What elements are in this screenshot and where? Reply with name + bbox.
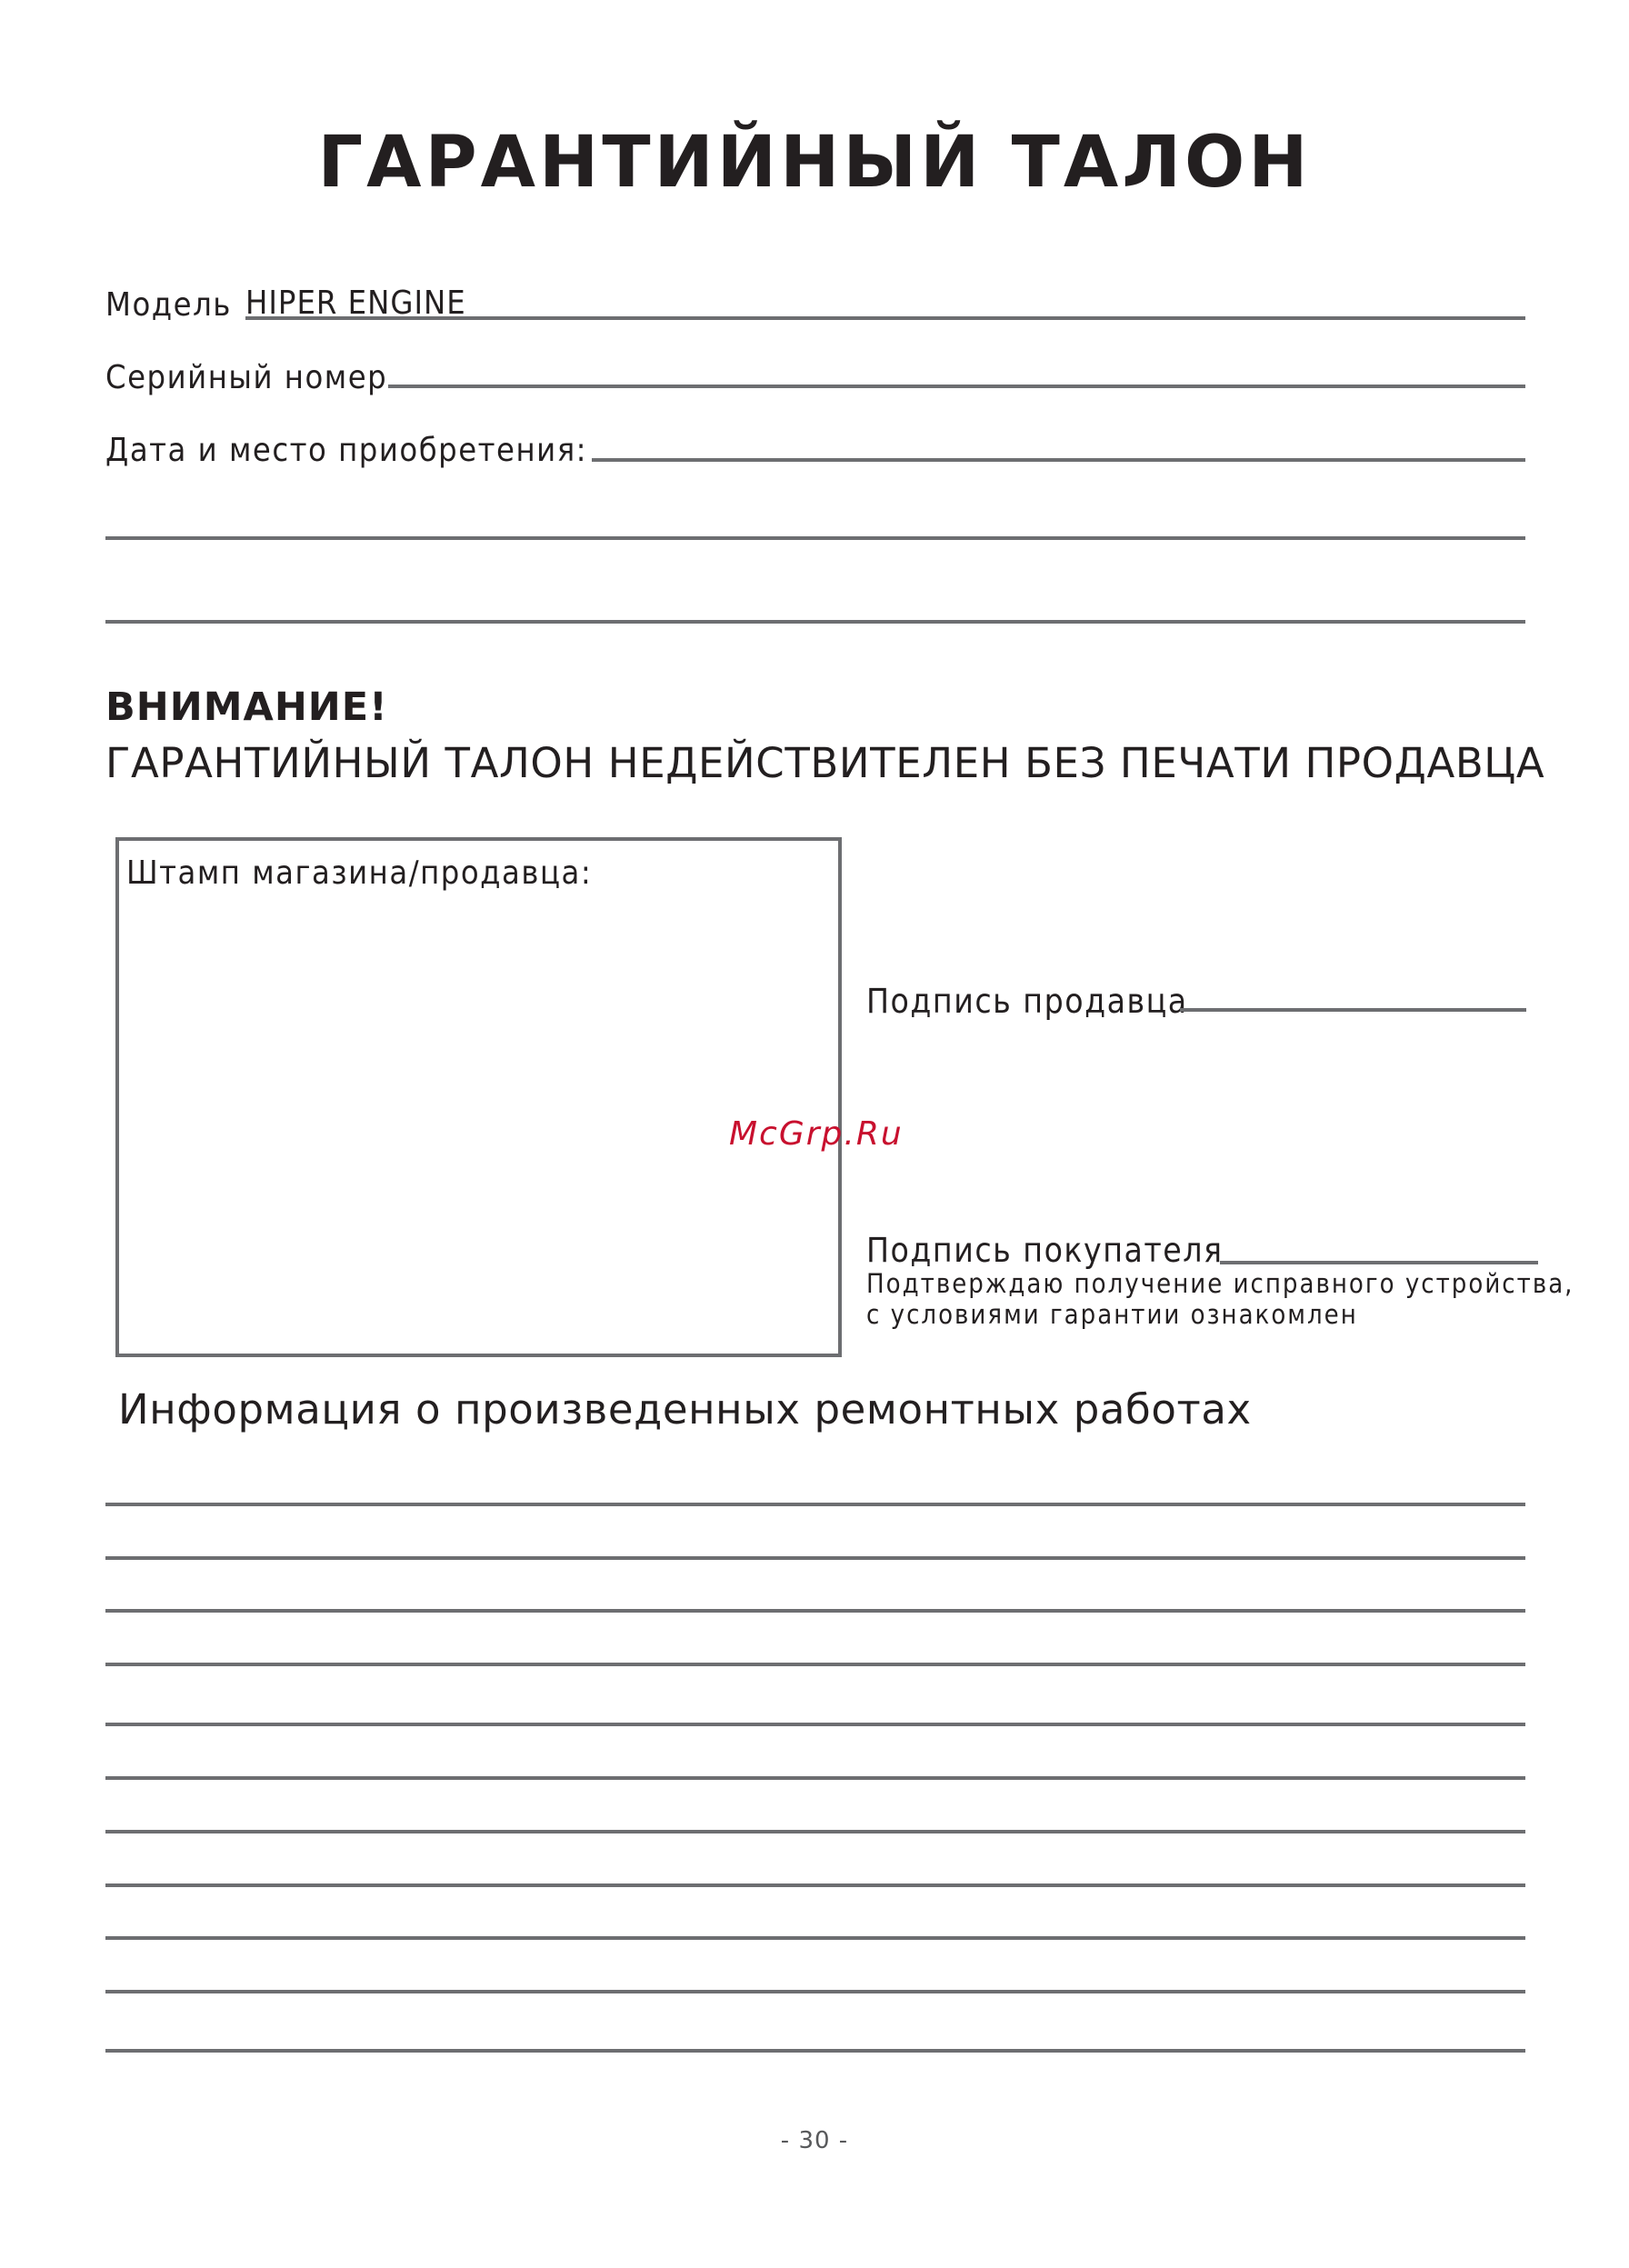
purchase-date-place-label: Дата и место приобретения: (105, 432, 588, 469)
repair-line-4[interactable] (105, 1663, 1525, 1666)
purchase-fill-line-2[interactable] (105, 536, 1525, 540)
seller-signature-line[interactable] (1180, 1008, 1526, 1012)
model-value: HIPER ENGINE (245, 285, 466, 322)
page-title: ГАРАНТИЙНЫЙ ТАЛОН (317, 122, 1312, 204)
repair-line-1[interactable] (105, 1503, 1525, 1506)
buyer-signature-line[interactable] (1220, 1261, 1538, 1264)
repair-line-2[interactable] (105, 1556, 1525, 1560)
stamp-box (115, 837, 842, 1357)
watermark: McGrp.Ru (729, 1115, 904, 1153)
repair-line-8[interactable] (105, 1883, 1525, 1887)
repair-info-title: Информация о произведенных ремонтных работах (118, 1385, 1252, 1434)
page-number: - 30 - (780, 2127, 849, 2154)
repair-line-6[interactable] (105, 1776, 1525, 1780)
repair-line-10[interactable] (105, 1990, 1525, 1993)
attention-heading: ВНИМАНИЕ! (105, 684, 388, 730)
model-fill-line[interactable] (245, 316, 1525, 320)
buyer-confirmation-line-2: с условиями гарантии ознакомлен (866, 1299, 1358, 1330)
serial-number-fill-line[interactable] (388, 385, 1525, 388)
serial-number-label: Серийный номер (105, 359, 388, 396)
purchase-fill-line-1[interactable] (592, 458, 1525, 462)
repair-line-11[interactable] (105, 2049, 1525, 2053)
stamp-label: Штамп магазина/продавца: (126, 854, 593, 892)
model-label: Модель (105, 286, 232, 324)
repair-line-3[interactable] (105, 1609, 1525, 1613)
repair-line-7[interactable] (105, 1830, 1525, 1833)
seller-signature-label: Подпись продавца (866, 982, 1188, 1021)
buyer-signature-label: Подпись покупателя (866, 1231, 1224, 1270)
repair-line-9[interactable] (105, 1936, 1525, 1940)
attention-warning-text: ГАРАНТИЙНЫЙ ТАЛОН НЕДЕЙСТВИТЕЛЕН БЕЗ ПЕЧАТИ ПРОДАВЦА (105, 739, 1545, 787)
purchase-fill-line-3[interactable] (105, 620, 1525, 624)
buyer-confirmation-line-1: Подтверждаю получение исправного устройства, (866, 1268, 1574, 1299)
repair-line-5[interactable] (105, 1723, 1525, 1726)
